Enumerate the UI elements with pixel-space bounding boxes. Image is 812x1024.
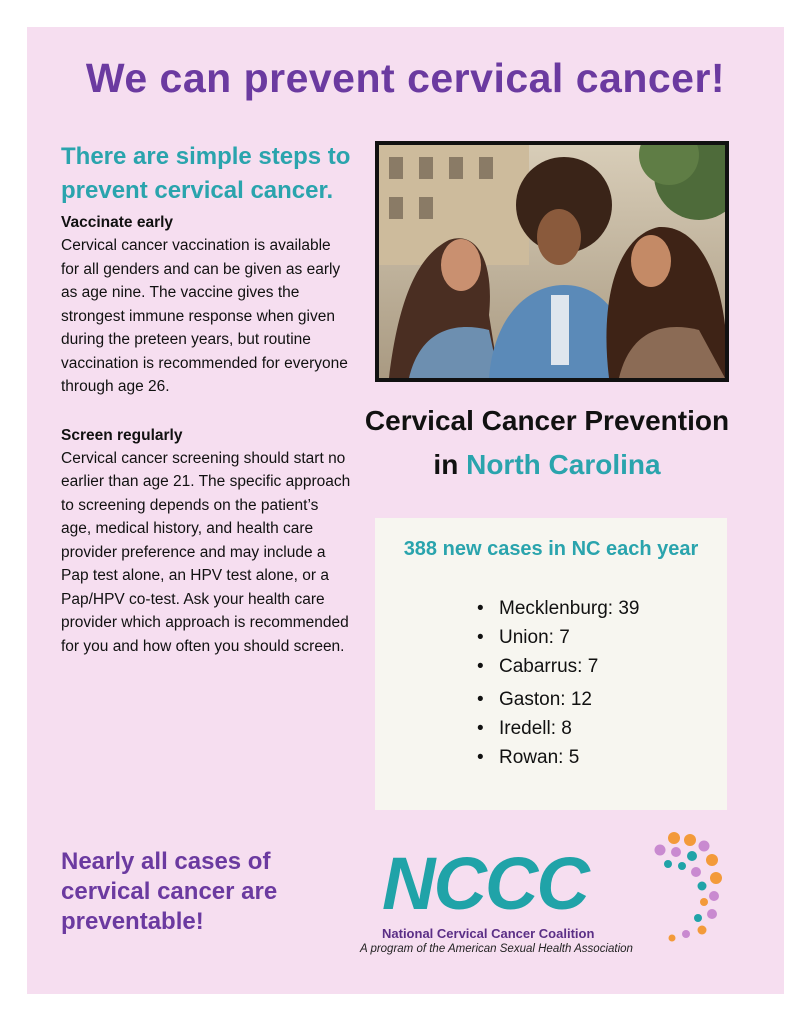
county-stat: Gaston: 12 (499, 689, 592, 710)
stats-box (375, 518, 727, 810)
vaccinate-body: Cervical cancer vaccination is available for all genders and can be given as early as age nine. The vaccine gives the strongest immune response when given during the preteen years, but routine vaccination is recommended for everyone through age 26. (61, 237, 348, 395)
main-title: We can prevent cervical cancer! (85, 55, 726, 101)
county-list (477, 594, 639, 772)
logo-dots-icon (650, 830, 730, 945)
bullet-icon: • (477, 747, 484, 768)
bullet-icon: • (477, 689, 484, 710)
list-item (477, 714, 639, 743)
stats-title: 388 new cases in NC each year (403, 538, 699, 560)
bullet-icon: • (477, 598, 484, 619)
promo-line1: Cervical Cancer Prevention (364, 405, 730, 436)
bullet-icon: • (477, 627, 484, 648)
logo-letters: NCCC (382, 842, 588, 925)
county-stat: Cabarrus: 7 (499, 656, 599, 677)
nccc-logo (360, 830, 740, 960)
flyer-page (27, 27, 784, 994)
promo-line2-accent: North Carolina (466, 449, 661, 480)
list-item (477, 652, 639, 681)
bullet-icon: • (477, 656, 484, 677)
list-item (477, 623, 639, 652)
list-item (477, 685, 639, 714)
screen-body: Cervical cancer screening should start no earlier than age 21. The specific approach to screening depends on the patient’s age, medical history, and health care provider preference and may include a Pap test alone, an HPV test alone, or a Pap/HPV co-test. Ask your health care provider which approach is recommended for you and how often you should screen. (61, 449, 351, 655)
intro-heading: There are simple steps to prevent cervical cancer. (61, 143, 351, 204)
logo-subtitle: A program of the American Sexual Health Association (360, 943, 633, 955)
women-photo (375, 141, 729, 382)
promo-line2-prefix: in (433, 449, 467, 480)
county-stat: Iredell: 8 (499, 718, 572, 739)
closing-statement: Nearly all cases of cervical cancer are preventable! (61, 848, 278, 935)
bullet-icon: • (477, 718, 484, 739)
county-stat: Rowan: 5 (499, 747, 580, 768)
list-item (477, 594, 639, 623)
county-stat: Mecklenburg: 39 (499, 598, 640, 619)
logo-org-name: National Cervical Cancer Coalition (382, 926, 595, 941)
list-item (477, 743, 639, 772)
photo-illustration (379, 145, 725, 378)
screen-title: Screen regularly (61, 426, 183, 444)
vaccinate-title: Vaccinate early (61, 214, 174, 231)
left-column (61, 140, 351, 658)
county-stat: Union: 7 (499, 627, 570, 648)
promo-title (327, 399, 767, 487)
